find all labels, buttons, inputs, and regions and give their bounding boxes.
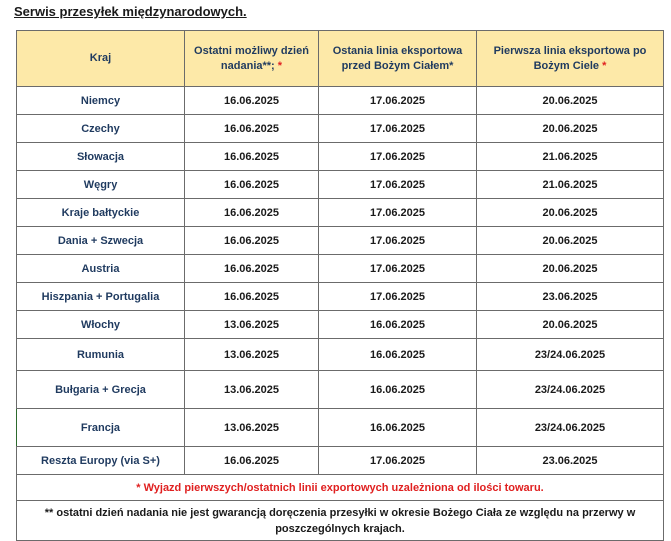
country-cell: Reszta Europy (via S+): [17, 447, 185, 475]
country-cell: Austria: [17, 255, 185, 283]
shipping-schedule-table: [16, 30, 664, 541]
last-dispatch-cell: 16.06.2025: [185, 255, 319, 283]
last-dispatch-cell: 16.06.2025: [185, 143, 319, 171]
last-dispatch-cell: 13.06.2025: [185, 371, 319, 409]
last-dispatch-cell: 16.06.2025: [185, 199, 319, 227]
table-row: [17, 143, 664, 171]
country-cell: Węgry: [17, 171, 185, 199]
header-last-dispatch: Ostatni możliwy dzień nadania**; *: [185, 31, 319, 87]
asterisk-mark: *: [602, 59, 607, 72]
country-cell: Słowacja: [17, 143, 185, 171]
last-line-cell: 16.06.2025: [319, 409, 477, 447]
header-first-export-line: Pierwsza linia eksportowa po Bożym Ciele *: [477, 31, 664, 87]
country-cell: Czechy: [17, 115, 185, 143]
last-line-cell: 16.06.2025: [319, 339, 477, 371]
table-row: [17, 199, 664, 227]
last-line-cell: 17.06.2025: [319, 171, 477, 199]
first-line-cell: 20.06.2025: [477, 115, 664, 143]
table-row: [17, 283, 664, 311]
first-line-cell: 23/24.06.2025: [477, 339, 664, 371]
header-last-export-line: Ostania linia eksportowa przed Bożym Ciałem*: [319, 31, 477, 87]
last-dispatch-cell: 16.06.2025: [185, 171, 319, 199]
delivery-guarantee-note: ** ostatni dzień nadania nie jest gwarancją doręczenia przesyłki w okresie Bożego Ciała ze względu na przerwy w poszczególnych krajach.: [17, 501, 664, 541]
table-row: [17, 409, 664, 447]
table-row: [17, 227, 664, 255]
last-dispatch-cell: 16.06.2025: [185, 283, 319, 311]
last-line-cell: 17.06.2025: [319, 199, 477, 227]
last-dispatch-cell: 16.06.2025: [185, 447, 319, 475]
first-line-cell: 20.06.2025: [477, 311, 664, 339]
last-line-cell: 17.06.2025: [319, 447, 477, 475]
last-line-cell: 17.06.2025: [319, 87, 477, 115]
country-cell: Włochy: [17, 311, 185, 339]
export-line-note: * Wyjazd pierwszych/ostatnich linii exportowych uzależniona od ilości towaru.: [17, 475, 664, 501]
note-row: [17, 501, 664, 541]
asterisk-mark: *: [277, 59, 283, 72]
first-line-cell: 20.06.2025: [477, 227, 664, 255]
country-cell: Hiszpania + Portugalia: [17, 283, 185, 311]
last-dispatch-cell: 16.06.2025: [185, 87, 319, 115]
table-row: [17, 371, 664, 409]
last-line-cell: 16.06.2025: [319, 311, 477, 339]
table-row: [17, 255, 664, 283]
first-line-cell: 21.06.2025: [477, 143, 664, 171]
last-dispatch-cell: 13.06.2025: [185, 409, 319, 447]
first-line-cell: 23/24.06.2025: [477, 409, 664, 447]
last-line-cell: 17.06.2025: [319, 283, 477, 311]
country-cell: Kraje bałtyckie: [17, 199, 185, 227]
page-title: Serwis przesyłek międzynarodowych.: [14, 4, 247, 19]
last-line-cell: 17.06.2025: [319, 255, 477, 283]
last-dispatch-cell: 13.06.2025: [185, 339, 319, 371]
table-row: [17, 311, 664, 339]
first-line-cell: 21.06.2025: [477, 171, 664, 199]
country-cell: Niemcy: [17, 87, 185, 115]
last-dispatch-cell: 13.06.2025: [185, 311, 319, 339]
last-dispatch-cell: 16.06.2025: [185, 115, 319, 143]
first-line-cell: 23/24.06.2025: [477, 371, 664, 409]
table-row: [17, 87, 664, 115]
first-line-cell: 20.06.2025: [477, 199, 664, 227]
country-cell: Francja: [17, 409, 185, 447]
table-row: [17, 447, 664, 475]
first-line-cell: 20.06.2025: [477, 255, 664, 283]
last-line-cell: 17.06.2025: [319, 115, 477, 143]
country-cell: Rumunia: [17, 339, 185, 371]
header-country: Kraj: [17, 31, 185, 87]
header-row: [17, 31, 664, 87]
table-row: [17, 339, 664, 371]
first-line-cell: 23.06.2025: [477, 283, 664, 311]
last-line-cell: 17.06.2025: [319, 143, 477, 171]
last-line-cell: 17.06.2025: [319, 227, 477, 255]
country-cell: Bułgaria + Grecja: [17, 371, 185, 409]
first-line-cell: 23.06.2025: [477, 447, 664, 475]
first-line-cell: 20.06.2025: [477, 87, 664, 115]
table-row: [17, 171, 664, 199]
note-row: [17, 475, 664, 501]
last-dispatch-cell: 16.06.2025: [185, 227, 319, 255]
last-line-cell: 16.06.2025: [319, 371, 477, 409]
country-cell: Dania + Szwecja: [17, 227, 185, 255]
table-row: [17, 115, 664, 143]
